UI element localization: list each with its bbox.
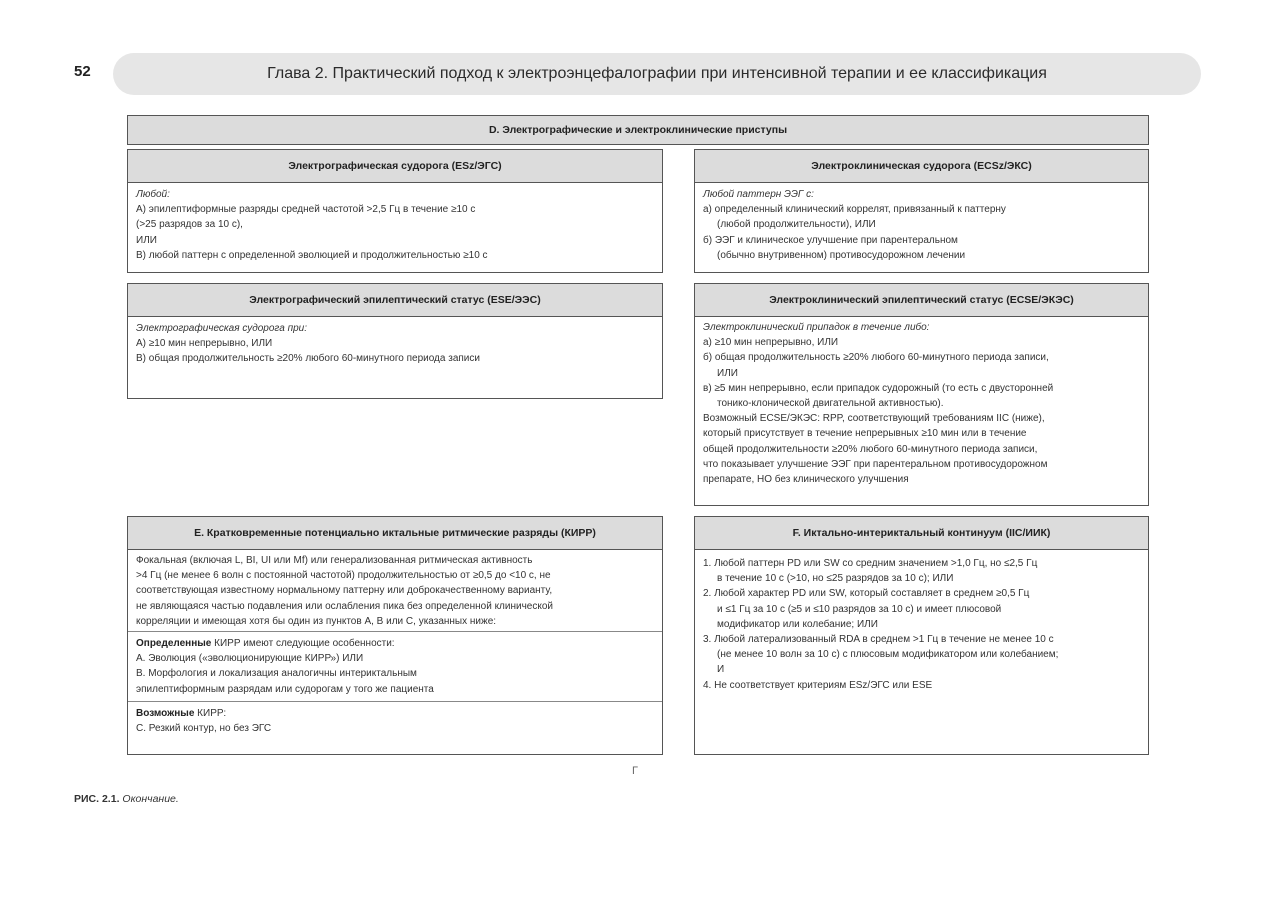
kirr-definite-section [128,631,662,701]
iic-line: 2. Любой характер PD или SW, который составляет в среднем ≥0,5 Гц [703,588,1030,600]
iic-body [695,550,1148,697]
kirr-intro-line: Фокальная (включая L, BI, UI или Mf) или генерализованная ритмическая активность [136,555,533,566]
esz-body [128,183,662,267]
ese-box [127,283,663,399]
ecse-line: ИЛИ [717,367,738,379]
esz-line: ИЛИ [136,234,157,246]
iic-box [694,516,1149,755]
ecsz-line: Любой паттерн ЭЭГ с: [703,189,814,200]
ecsz-title: Электроклиническая судорога (ECSz/ЭКС) [695,150,1148,183]
esz-title: Электрографическая судорога (ESz/ЭГС) [128,150,662,183]
ecse-box [694,283,1149,506]
iic-line: (не менее 10 волн за 10 с) с плюсовым модификатором или колебанием; [717,649,1059,661]
kirr-definite-line: эпилептиформным разрядам или судорогам у того же пациента [136,683,434,695]
iic-line: модификатор или колебание; ИЛИ [717,618,878,630]
caption-label: РИС. 2.1. [74,793,120,805]
kirr-definite-heading [136,636,654,651]
iic-line: И [717,664,725,676]
esz-box [127,149,663,273]
ecse-line: что показывает улучшение ЭЭГ при парентеральном противосудорожном [703,458,1048,470]
kirr-definite-line: В. Морфология и локализация аналогичны интериктальным [136,668,417,680]
iic-line: и ≤1 Гц за 10 с (≥5 и ≤10 разрядов за 10 с) и имеет плюсовой [717,603,1002,615]
caption-text: Окончание. [119,793,179,805]
esz-line: А) эпилептиформные разряды средней частотой >2,5 Гц в течение ≥10 с [136,204,476,216]
iic-line: в течение 10 с (>10, но ≤25 разрядов за 10 с); ИЛИ [717,573,954,585]
kirr-title: E. Кратковременные потенциально иктальные ритмические разряды (КИРР) [128,517,662,550]
ecsz-line: а) определенный клинический коррелят, привязанный к паттерну [703,204,1006,216]
ecse-body [695,317,1148,491]
ecsz-line: (любой продолжительности), ИЛИ [717,219,876,231]
ecsz-line: (обычно внутривенном) противосудорожном лечении [717,249,966,261]
ese-title: Электрографический эпилептический статус (ESE/ЭЭС) [128,284,662,317]
ecse-line: а) ≥10 мин непрерывно, ИЛИ [703,337,839,349]
kirr-possible-rest: КИРР: [194,707,227,719]
ese-line: А) ≥10 мин непрерывно, ИЛИ [136,338,273,350]
ecsz-body [695,183,1148,267]
ecse-line: препарате, НО без клинического улучшения [703,474,909,486]
kirr-intro-line: соответствующая известному нормальному паттерну или доброкачественному варианту, [136,585,553,597]
kirr-intro-line: не являющаяся частью подавления или ослабления пика без определенной клинической [136,600,553,612]
figure-caption [74,793,179,805]
ese-body [128,317,662,371]
kirr-definite-bold: Определенные [136,638,212,650]
kirr-intro-line: >4 Гц (не менее 6 волн с постоянной частотой) продолжительностью от ≥0,5 до <10 с, не [136,570,551,582]
kirr-possible-bold: Возможные [136,707,195,719]
stray-mark: Г [632,765,638,777]
iic-title: F. Иктально-интериктальный континуум (IIC/ИИК) [695,517,1148,550]
ecse-line: общей продолжительности ≥20% любого 60-минутного периода записи, [703,443,1038,455]
kirr-intro [128,550,662,631]
kirr-box [127,516,663,755]
kirr-intro-line: корреляции и имеющая хотя бы один из пунктов А, В или С, указанных ниже: [136,615,497,627]
ese-line: Электрографическая судорога при: [136,323,307,334]
ecse-line: который присутствует в течение непрерывных ≥10 мин или в течение [703,428,1027,440]
iic-line: 3. Любой латерализованный RDA в среднем >1 Гц в течение не менее 10 с [703,634,1054,646]
ecsz-box [694,149,1149,273]
kirr-possible-line: С. Резкий контур, но без ЭГС [136,723,272,735]
kirr-definite-rest: КИРР имеют следующие особенности: [211,638,395,650]
chapter-header [113,53,1201,95]
section-d-title-box [127,115,1149,145]
section-d-title: D. Электрографические и электроклинические приступы [128,116,1148,144]
ecse-line: Электроклинический припадок в течение либо: [703,322,930,333]
esz-line: Любой: [136,189,170,200]
iic-line: 1. Любой паттерн PD или SW со средним значением >1,0 Гц, но ≤2,5 Гц [703,558,1038,569]
ecsz-line: б) ЭЭГ и клиническое улучшение при парентеральном [703,234,958,246]
ecse-line: тонико-клонической двигательной активностью). [717,398,944,410]
chapter-header-text: Глава 2. Практический подход к электроэнцефалографии при интенсивной терапии и ее классификация [267,65,1047,82]
ese-line: В) общая продолжительность ≥20% любого 60-минутного периода записи [136,353,480,365]
iic-line: 4. Не соответствует критериям ESz/ЭГС или ESE [703,679,933,691]
kirr-possible-heading [136,706,654,721]
ecse-line: б) общая продолжительность ≥20% любого 60-минутного периода записи, [703,352,1049,364]
ecse-line: в) ≥5 мин непрерывно, если припадок судорожный (то есть с двусторонней [703,382,1054,394]
esz-line: (>25 разрядов за 10 с), [136,219,243,231]
ecse-line: Возможный ECSE/ЭКЭС: RPP, соответствующий требованиям IIC (ниже), [703,413,1045,425]
esz-line: В) любой паттерн с определенной эволюцией и продолжительностью ≥10 с [136,249,488,261]
ecse-title: Электроклинический эпилептический статус (ECSE/ЭКЭС) [695,284,1148,317]
page-number: 52 [74,63,91,80]
kirr-possible-section [128,701,662,740]
kirr-definite-line: А. Эволюция («эволюционирующие КИРР») ИЛИ [136,653,364,665]
